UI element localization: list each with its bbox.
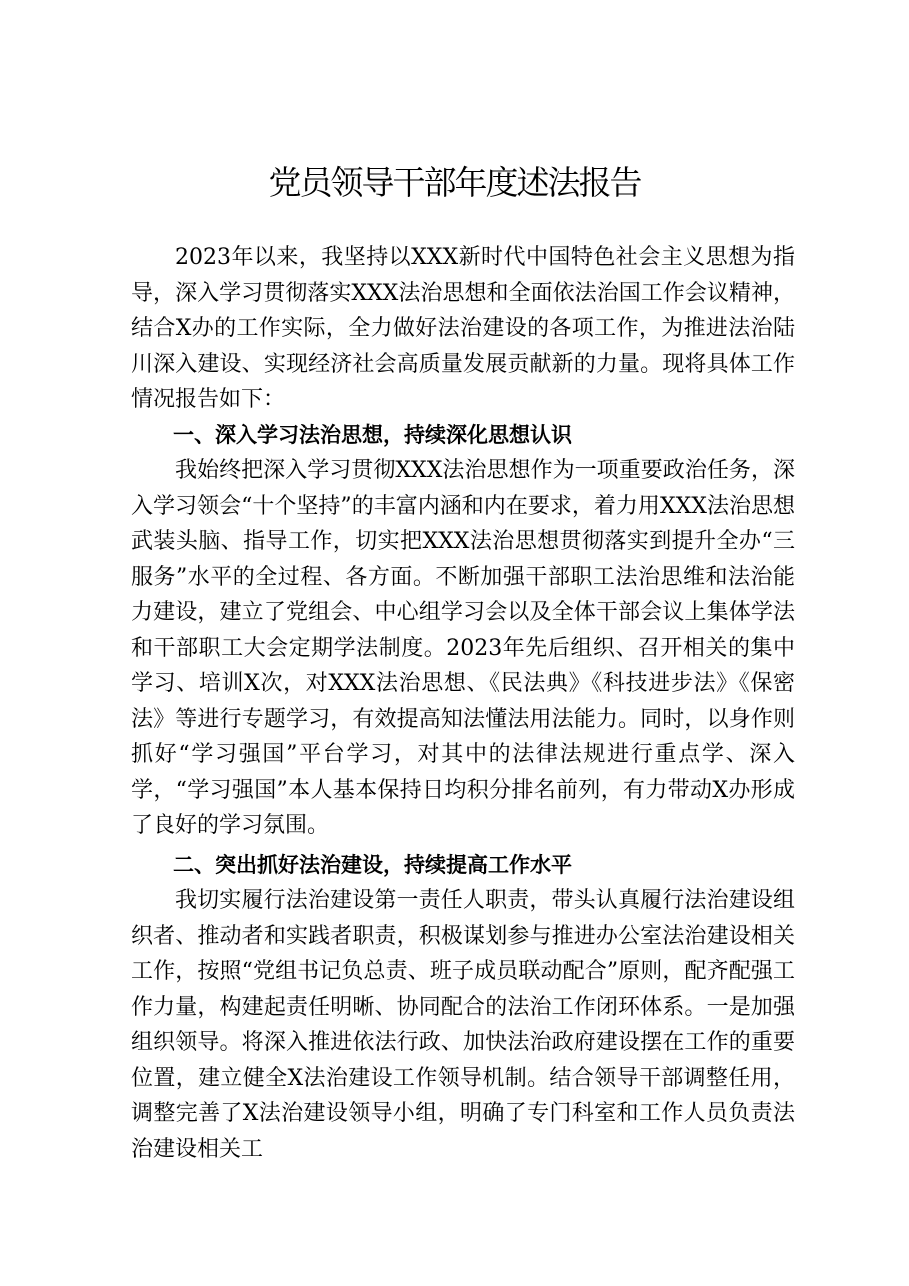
section-2-heading: 二、突出抓好法治建设，持续提高工作水平 [173,852,572,877]
section-2-paragraph: 我切实履行法治建设第一责任人职责，带头认真履行法治建设组织者、推动者和实践者职责，积极谋划参与推进办公室法治建设相关工作，按照“党组书记负总责、班子成员联动配合”原则，配齐配强工作力量，构建起责任明晰、协同配合的法治工作闭环体系。一是加强组织领导。将深入推进依法行政、加快法治政府建设摆在工作的重要位置，建立健全X法治建设工作领导机制。结合领导干部调整任用，调整完善了X法治建设领导小组，明确了专门科室和工作人员负责法治建设相关工 [131,888,795,1162]
section-1-heading: 一、深入学习法治思想，持续深化思想认识 [173,422,572,447]
document-title: 党员领导干部年度述法报告 [268,163,641,202]
document-body [131,240,795,1167]
section-1-paragraph: 我始终把深入学习贯彻XXX法治思想作为一项重要政治任务，深入学习领会“十个坚持”的丰富内涵和内在要求，着力用XXX法治思想武装头脑、指导工作，切实把XXX法治思想贯彻落实到提升全办“三服务”水平的全过程、各方面。不断加强干部职工法治思维和法治能力建设，建立了党组会、中心组学习会以及全体干部会议上集体学法和干部职工大会定期学法制度。2023年先后组织、召开相关的集中学习、培训X次，对XXX法治思想、《民法典》《科技进步法》《保密法》等进行专题学习，有效提高知法懂法用法能力。同时，以身作则抓好“学习强国”平台学习，对其中的法律法规进行重点学、深入学，“学习强国”本人基本保持日均积分排名前列，有力带动X办形成了良好的学习氛围。 [131,458,795,838]
intro-paragraph: 2023年以来，我坚持以XXX新时代中国特色社会主义思想为指导，深入学习贯彻落实XXX法治思想和全面依法治国工作会议精神，结合X办的工作实际，全力做好法治建设的各项工作，为推进法治陆川深入建设、实现经济社会高质量发展贡献新的力量。现将具体工作情况报告如下： [131,245,795,412]
